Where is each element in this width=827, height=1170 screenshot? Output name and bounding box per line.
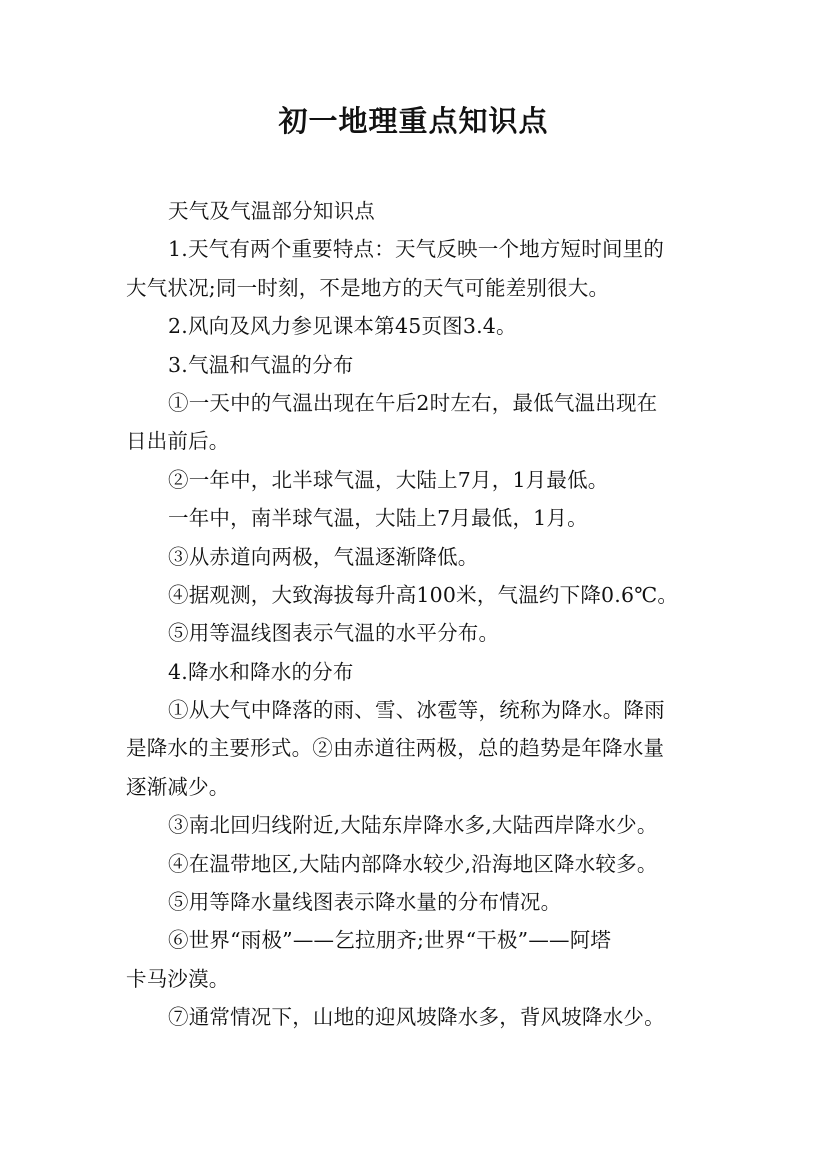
text-line: ②一年中，北半球气温，大陆上7月，1月最低。 (168, 467, 609, 492)
text-line: 1.天气有两个重要特点：天气反映一个地方短时间里的 (168, 237, 665, 262)
document-body (126, 192, 726, 1037)
text-line: ①一天中的气温出现在午后2时左右，最低气温出现在 (168, 390, 658, 415)
text-line: 是降水的主要形式。②由赤道往两极，总的趋势是年降水量 (126, 736, 665, 761)
text-line: ③从赤道向两极，气温逐渐降低。 (168, 544, 479, 569)
text-line: 4.降水和降水的分布 (168, 659, 354, 684)
text-line: ④在温带地区,大陆内部降水较少,沿海地区降水较多。 (168, 851, 658, 876)
text-line: ①从大气中降落的雨、雪、冰雹等，统称为降水。降雨 (168, 698, 665, 723)
text-line: ④据观测，大致海拔每升高100米，气温约下降0.6℃。 (168, 582, 679, 607)
text-line: ⑦通常情况下，山地的迎风坡降水多，背风坡降水少。 (168, 1005, 665, 1030)
text-line: 逐渐减少。 (126, 774, 230, 799)
text-line: 2.风向及风力参见课本第45页图3.4。 (168, 314, 517, 339)
text-line: 天气及气温部分知识点 (168, 199, 375, 223)
text-line: 卡马沙漠。 (126, 966, 230, 991)
text-line: ⑤用等降水量线图表示降水量的分布情况。 (168, 890, 562, 915)
text-line: 日出前后。 (126, 429, 230, 454)
text-line: ③南北回归线附近,大陆东岸降水多,大陆西岸降水少。 (168, 813, 658, 838)
text-line: 一年中，南半球气温，大陆上7月最低，1月。 (168, 506, 588, 531)
document-title: 初一地理重点知识点 (278, 104, 549, 138)
text-line: 3.气温和气温的分布 (168, 352, 354, 377)
text-line: ⑥世界“雨极”——乞拉朋齐;世界“干极”——阿塔 (168, 928, 612, 953)
text-line: 大气状况;同一时刻，不是地方的天气可能差别很大。 (126, 275, 610, 300)
text-line: ⑤用等温线图表示气温的水平分布。 (168, 621, 500, 646)
